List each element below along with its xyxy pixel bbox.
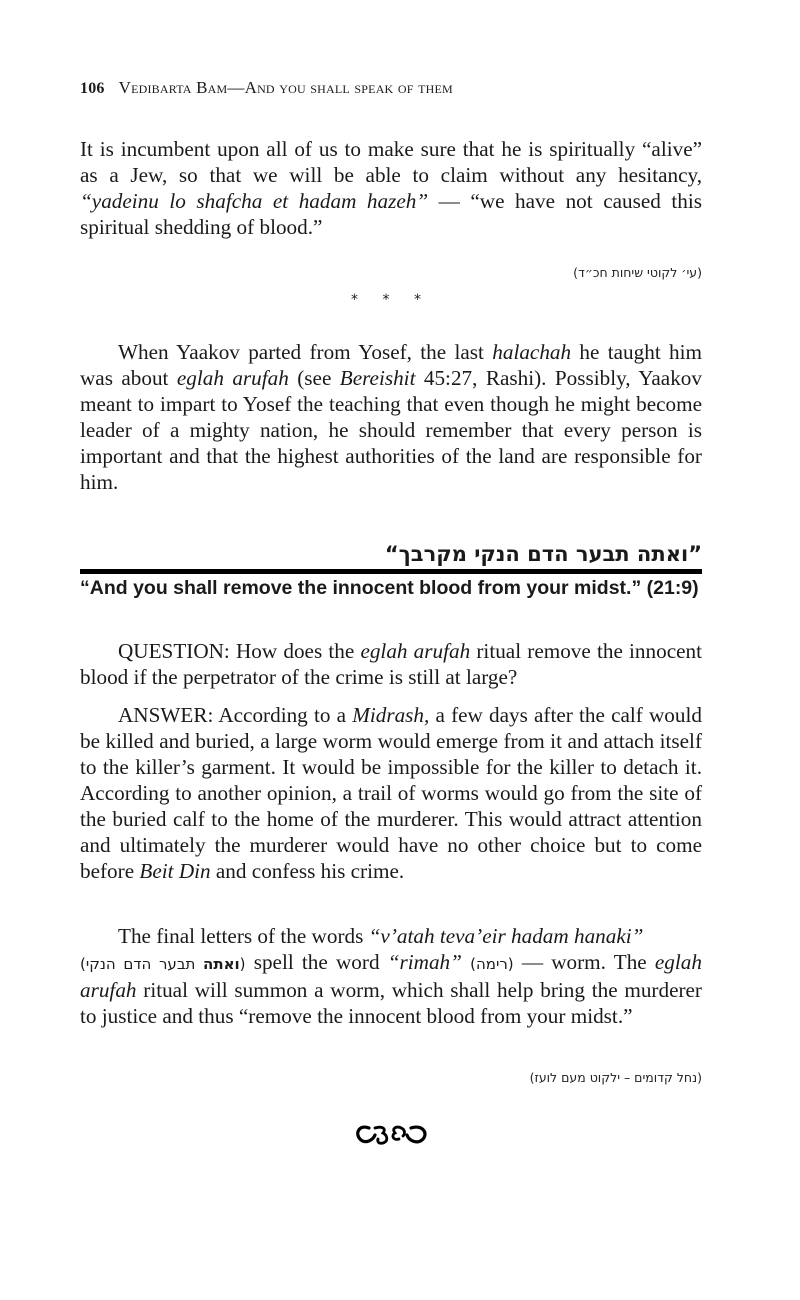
- text: ritual will summon a worm, which shall help bring the murderer to justice and thus “remove the innocent blood from your midst.”: [80, 978, 702, 1028]
- text: It is incumbent upon all of us to make sure that he is spiritually “alive” as a Jew, so that we will be able to claim without any hesitancy,: [80, 137, 702, 187]
- text: When Yaakov parted from Yosef, the last: [118, 340, 493, 364]
- text: spell the word: [245, 950, 388, 974]
- fleuron-icon: [353, 1122, 429, 1146]
- italic-term: eglah arufah: [176, 366, 289, 390]
- italic-term: Midrash,: [352, 703, 430, 727]
- paren: ): [80, 955, 86, 973]
- running-head: [80, 78, 453, 98]
- text: he taught him was about: [80, 340, 702, 390]
- hebrew-inline-words: [80, 955, 246, 973]
- hebrew-inline-word: (רימה): [470, 955, 514, 973]
- text: (see: [288, 366, 340, 390]
- transliteration: “rimah”: [387, 950, 462, 974]
- source-citation: (עי׳ לקוטי שיחות חכ״ד): [573, 265, 702, 280]
- transliteration: “yadeinu lo shafcha et hadam hazeh”: [80, 189, 429, 213]
- text: ANSWER: According to a: [118, 703, 353, 727]
- question-paragraph: [80, 638, 702, 690]
- italic-term: Beit Din: [139, 859, 211, 883]
- verse-heading: “And you shall remove the innocent blood from your midst.” (21:9): [80, 577, 699, 599]
- page-number: 106: [80, 80, 105, 97]
- final-letters-paragraph: [80, 923, 702, 1029]
- italic-term: eglah arufah: [360, 639, 471, 663]
- text: The final letters of the words: [118, 924, 369, 948]
- hebrew-word: הנקי: [85, 955, 116, 973]
- italic-term: eglah arufah: [80, 950, 702, 1002]
- ornament-icon: [80, 1122, 702, 1151]
- text: — “we have not caused this spiritual shedding of blood.”: [80, 189, 702, 239]
- text: and confess his crime.: [210, 859, 405, 883]
- heading-rule: [80, 569, 702, 574]
- italic-term: halachah: [492, 340, 572, 364]
- hebrew-word: תבער: [158, 955, 196, 973]
- running-title: Vedibarta Bam—And you shall speak of them: [118, 78, 453, 97]
- source-citation-2: (נחל קדומים – ילקוט מעם לועז): [529, 1070, 702, 1085]
- hebrew-verse-title: ”ואתה תבער הדם הנקי מקרבך“: [384, 542, 702, 566]
- paragraph-intro: [80, 136, 702, 240]
- section-separator: * * *: [351, 292, 431, 308]
- transliteration: “v’atah teva’eir hadam hanaki”: [368, 924, 644, 948]
- italic-term: Bereishit: [339, 366, 416, 390]
- hebrew-word: ואתה: [203, 955, 240, 973]
- text: QUESTION: How does the: [118, 639, 361, 663]
- paragraph-yaakov: [80, 339, 702, 495]
- text: ritual remove the innocent blood if the perpetrator of the crime is still at large?: [80, 639, 702, 689]
- paren: (: [239, 955, 246, 973]
- text: 45:27, Rashi). Possibly, Yaakov meant to impart to Yosef the teaching that even though he might become leader of a mighty nation, he should remember that every person is important and that the highest authorities of the land are responsible for him.: [80, 366, 702, 494]
- hebrew-word: הדם: [123, 955, 152, 973]
- answer-paragraph: [80, 702, 702, 884]
- text: a few days after the calf would be killed and buried, a large worm would emerge from it and attach itself to the killer’s garment. It would be impossible for the killer to detach it. According to another opinion, a trail of worms would go from the site of the buried calf to the home of the murderer. This would attract attention and ultimately the murderer would have no other choice but to come before: [80, 703, 702, 883]
- text: — worm. The: [513, 950, 655, 974]
